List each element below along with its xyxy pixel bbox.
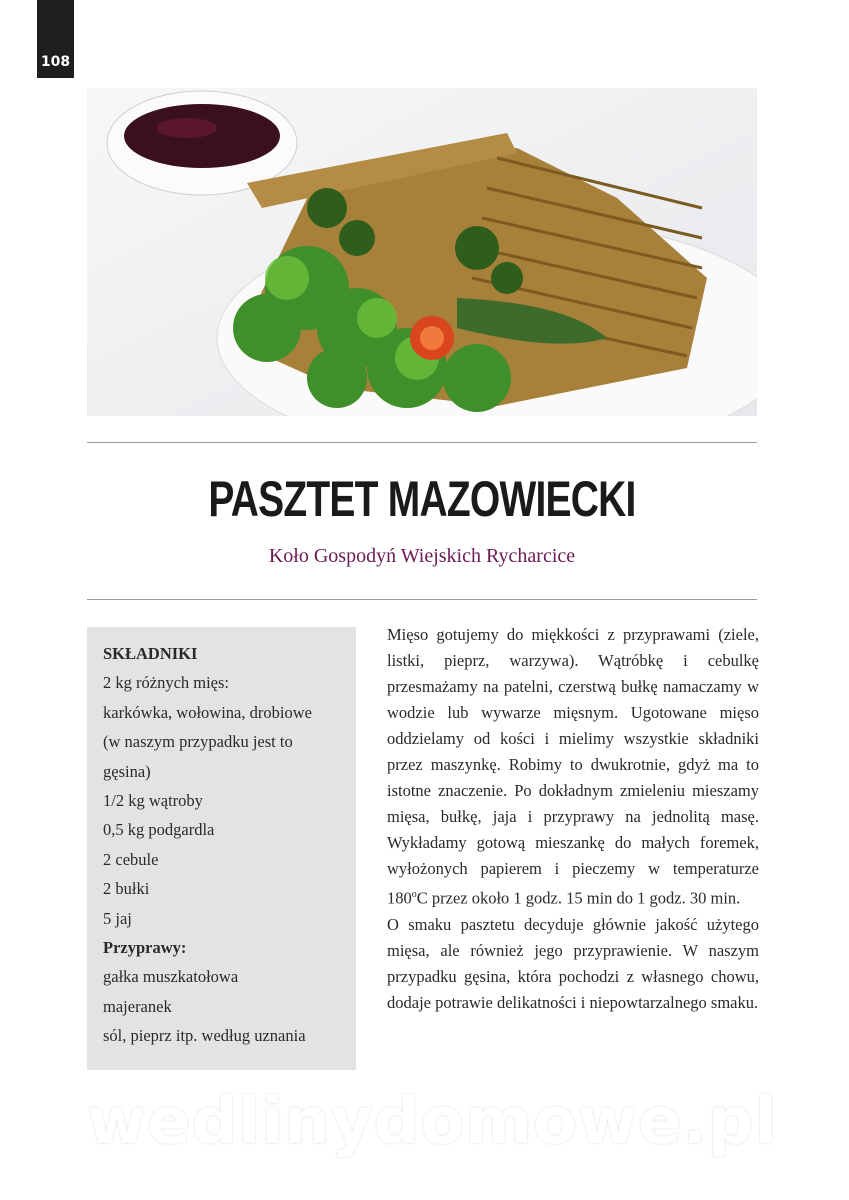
ingredient-line: karkówka, wołowina, drobiowe xyxy=(103,702,312,722)
top-divider xyxy=(87,442,757,443)
spice-line: sól, pieprz itp. według uznania xyxy=(103,1026,306,1046)
method-paragraph-1-end: C przez około 1 godz. 15 min do 1 godz. 30 min. xyxy=(416,888,741,908)
ingredient-line: 2 cebule xyxy=(103,849,159,869)
ingredient-line: 2 bułki xyxy=(103,879,150,899)
ingredient-line: 0,5 kg podgardla xyxy=(103,820,215,840)
spice-line: majeranek xyxy=(103,996,172,1016)
pate-illustration xyxy=(87,88,757,416)
page-number-tab xyxy=(37,0,74,78)
page-number: 108 xyxy=(40,54,71,70)
watermark: wedlinydomowe.pl xyxy=(87,1085,778,1159)
bottom-divider xyxy=(87,599,757,600)
ingredient-line: 2 kg różnych mięs: xyxy=(103,673,230,693)
ingredients-heading: SKŁADNIKI xyxy=(103,644,198,663)
ingredients-box xyxy=(87,627,356,1070)
ingredient-line: gęsina) xyxy=(103,761,151,781)
method-paragraph-2: O smaku pasztetu decyduje głównie jakość użytego mięsa, ale również jego przyprawienie. W naszym przypadku gęsina, która pochodzi z własnego chowu, dodaje potrawie delikatności i niepowtarzalnego smaku. xyxy=(387,914,759,1012)
recipe-author: Koło Gospodyń Wiejskich Rycharcice xyxy=(268,545,576,567)
recipe-title: PASZTET MAZOWIECKI xyxy=(208,471,636,527)
dish-photo xyxy=(87,88,757,416)
ingredient-line: 1/2 kg wątroby xyxy=(103,791,203,811)
method-text xyxy=(387,622,759,1016)
spice-line: gałka muszkatołowa xyxy=(103,967,239,987)
ingredient-line: (w naszym przypadku jest to xyxy=(103,732,293,752)
spices-heading: Przyprawy: xyxy=(103,938,187,958)
degree-superscript: o xyxy=(411,889,417,900)
ingredient-line: 5 jaj xyxy=(103,908,132,928)
method-paragraph-1 xyxy=(387,622,759,912)
method-paragraph-1-text: Mięso gotujemy do miękkości z przyprawami (ziele, listki, pieprz, warzywa). Wątróbkę i cebulkę przesmażamy na patelni, czerstwą bułkę namaczamy w wodzie lub wywarze mięsnym. Ugotowane mięso oddzielamy od kości i mielimy wszystkie składniki przez maszynkę. Robimy to dwukrotnie, gdyż ma to istotne znaczenie. Po dokładnym zmieleniu mieszamy mięsa, bułkę, jaja i przyprawy na jednolitą masę. Wykładamy gotową mieszankę do małych foremek, wyłożonych papierem i pieczemy w temperaturze 180 xyxy=(387,625,759,908)
